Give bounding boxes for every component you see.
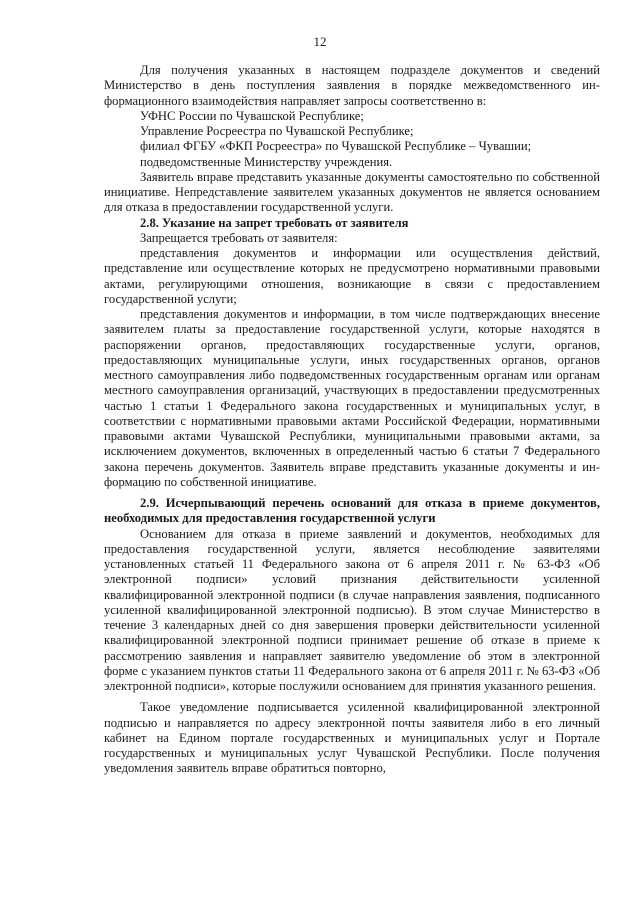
section-heading-2-8: 2.8. Указание на запрет требовать от заявителя — [140, 215, 409, 230]
list-item-rosreestr: Управление Росреестра по Чувашской Республике; — [140, 124, 414, 138]
paragraph-intro: Для получения указанных в настоящем подразделе документов и сведений Министерство в день поступления заявления в порядке межведомственного информационного взаимодействия направляет запросы соответственно в: — [104, 63, 600, 108]
paragraph-prohibited-item-1: представления документов и информации или осуществления действий, представление или осуществление которых не предусмотрено нормативными правовыми актами, регулирующими отношения, возникающие в связи с предоставлением государственной услуги; — [104, 246, 600, 306]
paragraph-notification: Такое уведомление подписывается усиленной квалифицированной электронной подписью и направляется по адресу электронной почты заявителя либо в его личный кабинет на Едином портале государственных и муниципальных услуг и Портале государственных и муниципальных услуг Чувашской Республики. После получения уведомления заявитель вправе обратиться повторно, — [104, 700, 600, 776]
paragraph-prohibited-item-2: представления документов и информации, в том числе подтверждающих внесение заявителем платы за предоставление государственной услуги, которые находятся в распоряжении органов, предоставляющих государственные услуги, органов, предоставляющих муниципальные услуги, иных государственных органов, органов местного самоуправления либо подведомственных государственным органам или органам местного самоуправления организаций, участвующих в предоставлении предусмотренных частью 1 статьи 1 Федерального закона государственных и муниципальных услуг, в соответствии с нормативными правовыми актами Российской Федерации, нормативными правовыми актами Чувашской Республики, муниципальными правовыми актами, за исключением документов, включенных в определенный частью 6 статьи 7 Федерального закона перечень документов. Заявитель вправе представить указанные документы и информацию по собственной инициативе. — [104, 307, 600, 489]
document-body — [104, 63, 600, 777]
section-heading-2-9: 2.9. Исчерпывающий перечень оснований для отказа в приеме документов, необходимых для предоставления государственной услуги — [104, 496, 600, 526]
paragraph-own-initiative: Заявитель вправе представить указанные документы самостоятельно по собственной инициативе. Непредставление заявителем указанных документов не является основанием для отказа в предоставлении государственной услуги. — [104, 169, 600, 215]
list-item-ufns: УФНС России по Чувашской Республике; — [140, 108, 364, 123]
paragraph-prohibited: Запрещается требовать от заявителя: — [140, 230, 338, 245]
list-item-fkp: филиал ФГБУ «ФКП Росреестра» по Чувашской Республике – Чувашии; — [140, 139, 532, 154]
paragraph-refusal-grounds: Основанием для отказа в приеме заявлений и документов, необходимых для предоставления государственной услуги, является несоблюдение заявителями установленных статьей 11 Федерального закона от 6 апреля 2011 г. № 63-ФЗ «Об электронной подписи» условий признания действительности усиленной квалифицированной электронной подписи (в случае направления заявления, подписанного усиленной квалифицированной электронной подписью). В этом случае Министерство в течение 3 календарных дней со дня завершения проверки действительности усиленной квалифицированной электронной подписи принимает решение об отказе в приеме к рассмотрению заявления и направляет заявителю уведомление об этом в электронной форме с указанием пунктов статьи 11 Федерального закона от 6 апреля 2011 г. № 63-ФЗ «Об электронной подписи», которые послужили основанием для принятия указанного решения. — [104, 526, 600, 693]
list-item-institutions: подведомственные Министерству учреждения. — [140, 154, 393, 169]
page-number: 12 — [313, 34, 327, 49]
